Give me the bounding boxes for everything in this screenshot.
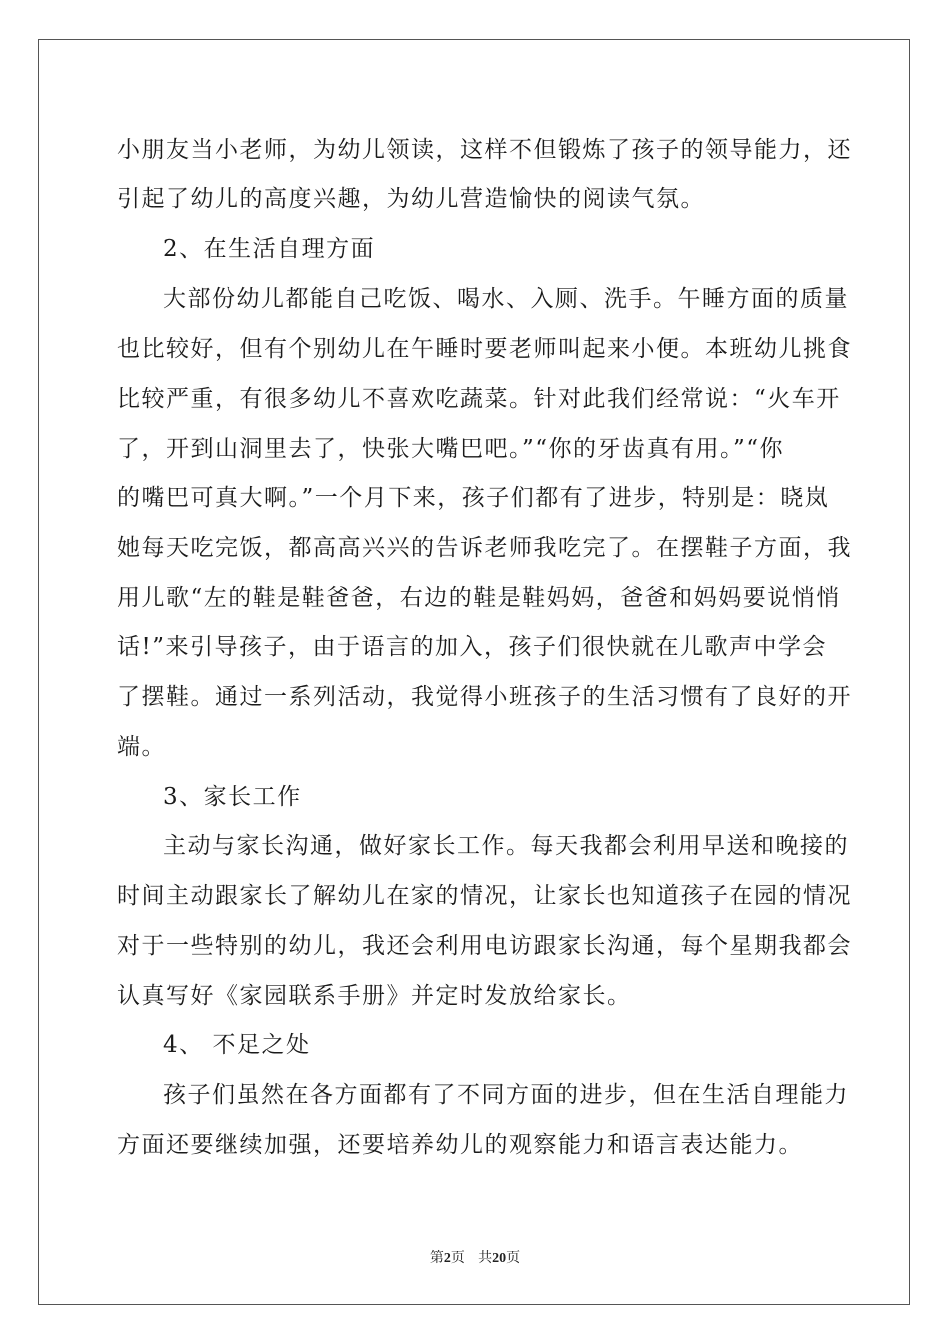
paragraph-line: 主动与家长沟通，做好家长工作。每天我都会利用早送和晚接的 <box>163 833 849 859</box>
section-heading: 3、家长工作 <box>163 784 302 810</box>
paragraph-line: 对于一些特别的幼儿，我还会利用电访跟家长沟通，每个星期我都会 <box>117 933 852 959</box>
section-heading: 4、 不足之处 <box>163 1032 311 1058</box>
paragraph-line: 的嘴巴可真大啊。”一个月下来，孩子们都有了进步，特别是：晓岚 <box>117 485 830 511</box>
paragraph-line: 方面还要继续加强，还要培养幼儿的观察能力和语言表达能力。 <box>117 1132 803 1158</box>
paragraph-line: 了，开到山洞里去了，快张大嘴巴吧。”“你的牙齿真有用。”“你 <box>117 436 785 462</box>
paragraph-line: 小朋友当小老师，为幼儿领读，这样不但锻炼了孩子的领导能力，还 <box>117 137 852 163</box>
paragraph-line: 时间主动跟家长了解幼儿在家的情况，让家长也知道孩子在园的情况 <box>117 883 852 909</box>
section-heading: 2、在生活自理方面 <box>163 236 376 262</box>
paragraph-line: 大部份幼儿都能自己吃饭、喝水、入厕、洗手。午睡方面的质量 <box>163 286 849 312</box>
footer-page-number: 2 <box>443 1251 451 1266</box>
footer-page-suffix: 页 <box>450 1250 465 1266</box>
paragraph-line: 也比较好，但有个别幼儿在午睡时要老师叫起来小便。本班幼儿挑食 <box>117 336 852 362</box>
footer-total-number: 20 <box>492 1251 507 1266</box>
paragraph-line: 认真写好《家园联系手册》并定时发放给家长。 <box>117 983 632 1009</box>
footer-total-suffix: 页 <box>506 1250 521 1266</box>
paragraph-line: 了摆鞋。通过一系列活动，我觉得小班孩子的生活习惯有了良好的开 <box>117 684 852 710</box>
paragraph-line: 她每天吃完饭，都高高兴兴的告诉老师我吃完了。在摆鞋子方面，我 <box>117 535 852 561</box>
page-footer <box>0 1247 950 1267</box>
paragraph-line: 孩子们虽然在各方面都有了不同方面的进步，但在生活自理能力 <box>163 1082 849 1108</box>
paragraph-line: 用儿歌“左的鞋是鞋爸爸，右边的鞋是鞋妈妈，爸爸和妈妈要说悄悄 <box>117 585 841 611</box>
footer-total-prefix: 共 <box>478 1250 493 1266</box>
paragraph-line: 话!”来引导孩子，由于语言的加入，孩子们很快就在儿歌声中学会 <box>117 634 828 660</box>
paragraph-line: 引起了幼儿的高度兴趣，为幼儿营造愉快的阅读气氛。 <box>117 186 705 212</box>
footer-page-prefix: 第 <box>429 1250 444 1266</box>
paragraph-line: 端。 <box>117 734 166 760</box>
paragraph-line: 比较严重，有很多幼儿不喜欢吃蔬菜。针对此我们经常说：“火车开 <box>117 386 841 412</box>
